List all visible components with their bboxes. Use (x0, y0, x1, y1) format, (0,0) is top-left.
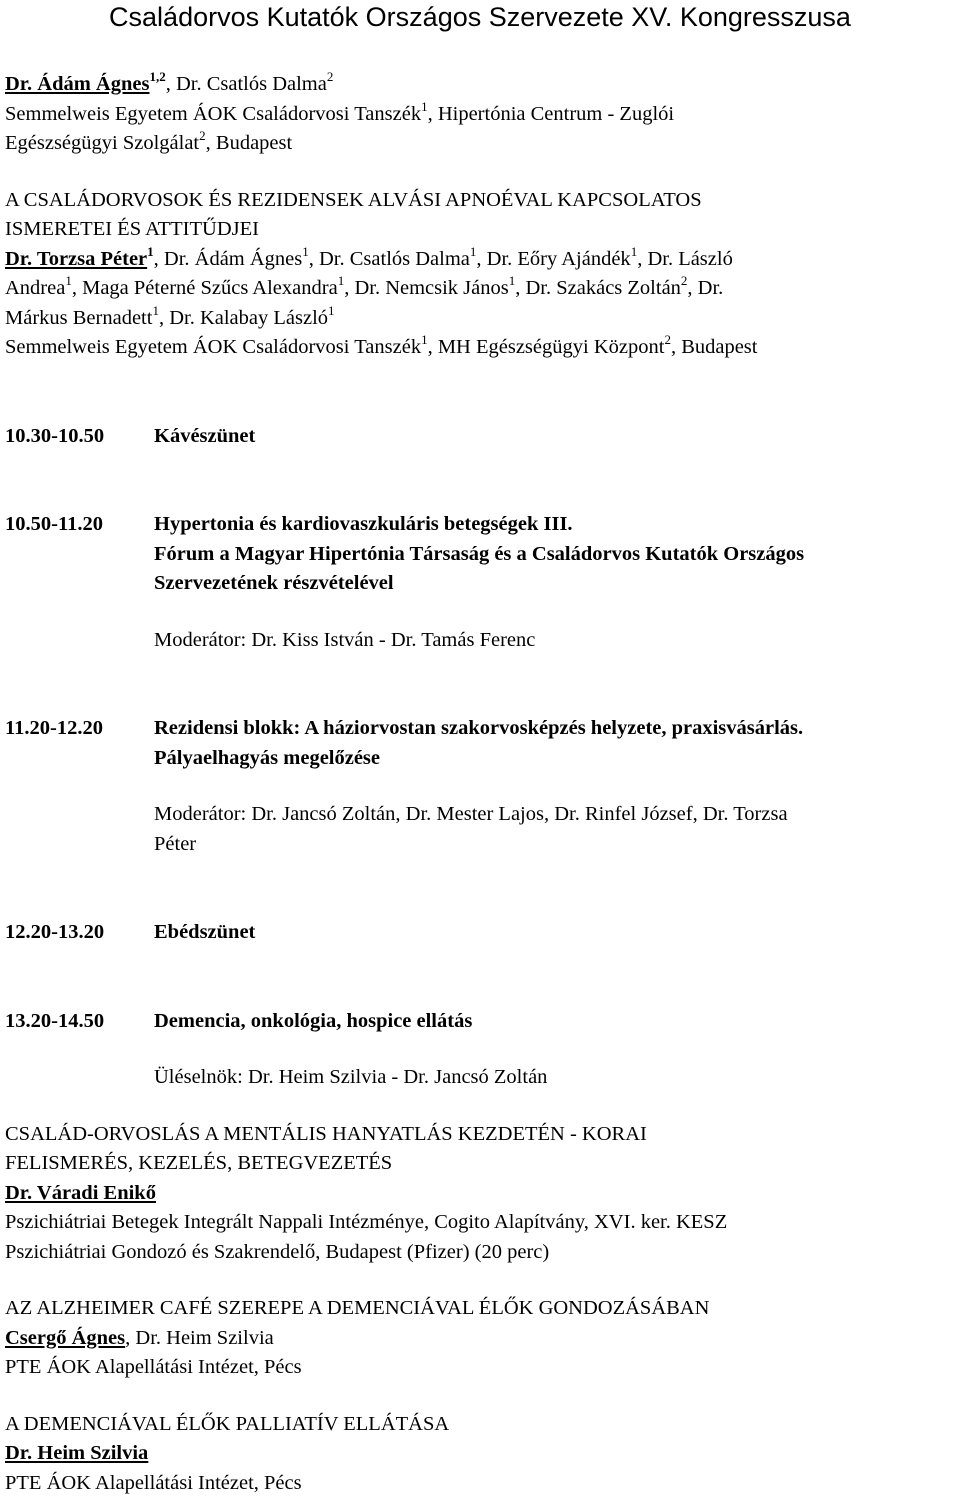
author-line: Dr. Ádám Ágnes$^{1,2}$, Dr. Csatlós Dalma$^2$ (5, 69, 334, 95)
talk-block (5, 1410, 957, 1499)
schedule-item (5, 422, 957, 452)
page-title: Családorvos Kutatók Országos Szervezete XV. Kongresszusa (109, 2, 851, 32)
session-time: 10.50-11.20 (5, 513, 103, 535)
affiliation-line: Pszichiátriai Gondozó és Szakrendelő, Budapest (Pfizer) (20 perc) (5, 1240, 550, 1263)
author-line: Csergő Ágnes, Dr. Heim Szilvia (5, 1326, 274, 1349)
session-time: 12.20-13.20 (5, 921, 105, 943)
session-time: 11.20-12.20 (5, 717, 103, 739)
session-subtitle: Fórum a Magyar Hipertónia Társaság és a Családorvos Kutatók Országos (154, 542, 805, 565)
session-time: 10.30-10.50 (5, 424, 105, 447)
schedule-item (5, 918, 957, 948)
session-title: Ebédszünet (154, 921, 256, 943)
talk-block (5, 1294, 957, 1383)
schedule-item (5, 714, 957, 859)
session-chairs: Üléselnök: Dr. Heim Szilvia - Dr. Jancsó Zoltán (154, 1066, 548, 1088)
abstract-title: A CSALÁDORVOSOK ÉS REZIDENSEK ALVÁSI APNOÉVAL KAPCSOLATOS (5, 188, 702, 211)
program-document (5, 70, 957, 1498)
affiliation-line: Egészségügyi Szolgálat$^2$, Budapest (5, 128, 293, 154)
presenting-author: Dr. Heim Szilvia (5, 1442, 149, 1464)
session-subtitle: Pályaelhagyás megelőzése (154, 746, 381, 769)
affiliation-line: PTE ÁOK Alapellátási Intézet, Pécs (5, 1356, 302, 1378)
author-line (5, 1179, 957, 1209)
session-title: Kávészünet (154, 424, 256, 447)
talk-title: CSALÁD-ORVOSLÁS A MENTÁLIS HANYATLÁS KEZDETÉN - KORAI (5, 1122, 647, 1145)
session-moderators: Moderátor: Dr. Kiss István - Dr. Tamás Ferenc (154, 628, 536, 651)
talk-title: FELISMERÉS, KEZELÉS, BETEGVEZETÉS (5, 1152, 393, 1174)
affiliation-line: Pszichiátriai Betegek Integrált Nappali Intézménye, Cogito Alapítvány, XVI. ker. KESZ (5, 1211, 728, 1233)
affiliation-line: PTE ÁOK Alapellátási Intézet, Pécs (5, 1471, 302, 1494)
presenting-author: Dr. Váradi Enikő (5, 1181, 156, 1204)
session-time: 13.20-14.50 (5, 1009, 105, 1032)
talk-block (5, 1120, 957, 1268)
session-moderators: Péter (154, 832, 197, 855)
abstract-authors-block (5, 70, 957, 159)
schedule-item (5, 1007, 957, 1093)
session-title: Rezidensi blokk: A háziorvostan szakorvosképzés helyzete, praxisvásárlás. (154, 717, 804, 739)
presenting-author: Dr. Ádám Ágnes (5, 73, 150, 95)
session-title: Demencia, onkológia, hospice ellátás (154, 1009, 473, 1032)
abstract-title: ISMERETEI ÉS ATTITŰDJEI (5, 218, 259, 240)
affiliation-line: Semmelweis Egyetem ÁOK Családorvosi Tanszék$^1$, Hipertónia Centrum - Zuglói (5, 98, 675, 125)
abstract-block (5, 186, 957, 363)
presenting-author: Csergő Ágnes (5, 1326, 126, 1349)
author-line: Márkus Bernadett$^1$, Dr. Kalabay László$^1$ (5, 302, 335, 329)
session-moderators: Moderátor: Dr. Jancsó Zoltán, Dr. Mester Lajos, Dr. Rinfel József, Dr. Torzsa (154, 803, 788, 825)
session-title: Hypertonia és kardiovaszkuláris betegségek III. (154, 513, 573, 535)
talk-title: A DEMENCIÁVAL ÉLŐK PALLIATÍV ELLÁTÁSA (5, 1412, 450, 1435)
schedule-item (5, 510, 957, 655)
session-subtitle: Szervezetének részvételével (154, 572, 394, 594)
author-line: Dr. Torzsa Péter$^1$, Dr. Ádám Ágnes$^1$, Dr. Csatlós Dalma$^1$, Dr. Eőry Ajándék$^1$, Dr. László (5, 243, 733, 270)
presenting-author: Dr. Torzsa Péter (5, 247, 148, 270)
affiliation-line: Semmelweis Egyetem ÁOK Családorvosi Tanszék$^1$, MH Egészségügyi Központ$^2$, Budapest (5, 332, 758, 358)
author-line (5, 1439, 957, 1469)
talk-title: AZ ALZHEIMER CAFÉ SZEREPE A DEMENCIÁVAL ÉLŐK GONDOZÁSÁBAN (5, 1297, 710, 1319)
author-line: Andrea$^1$, Maga Péterné Szűcs Alexandra$^1$, Dr. Nemcsik János$^1$, Dr. Szakács Zoltán$^2$, Dr. (5, 273, 724, 299)
